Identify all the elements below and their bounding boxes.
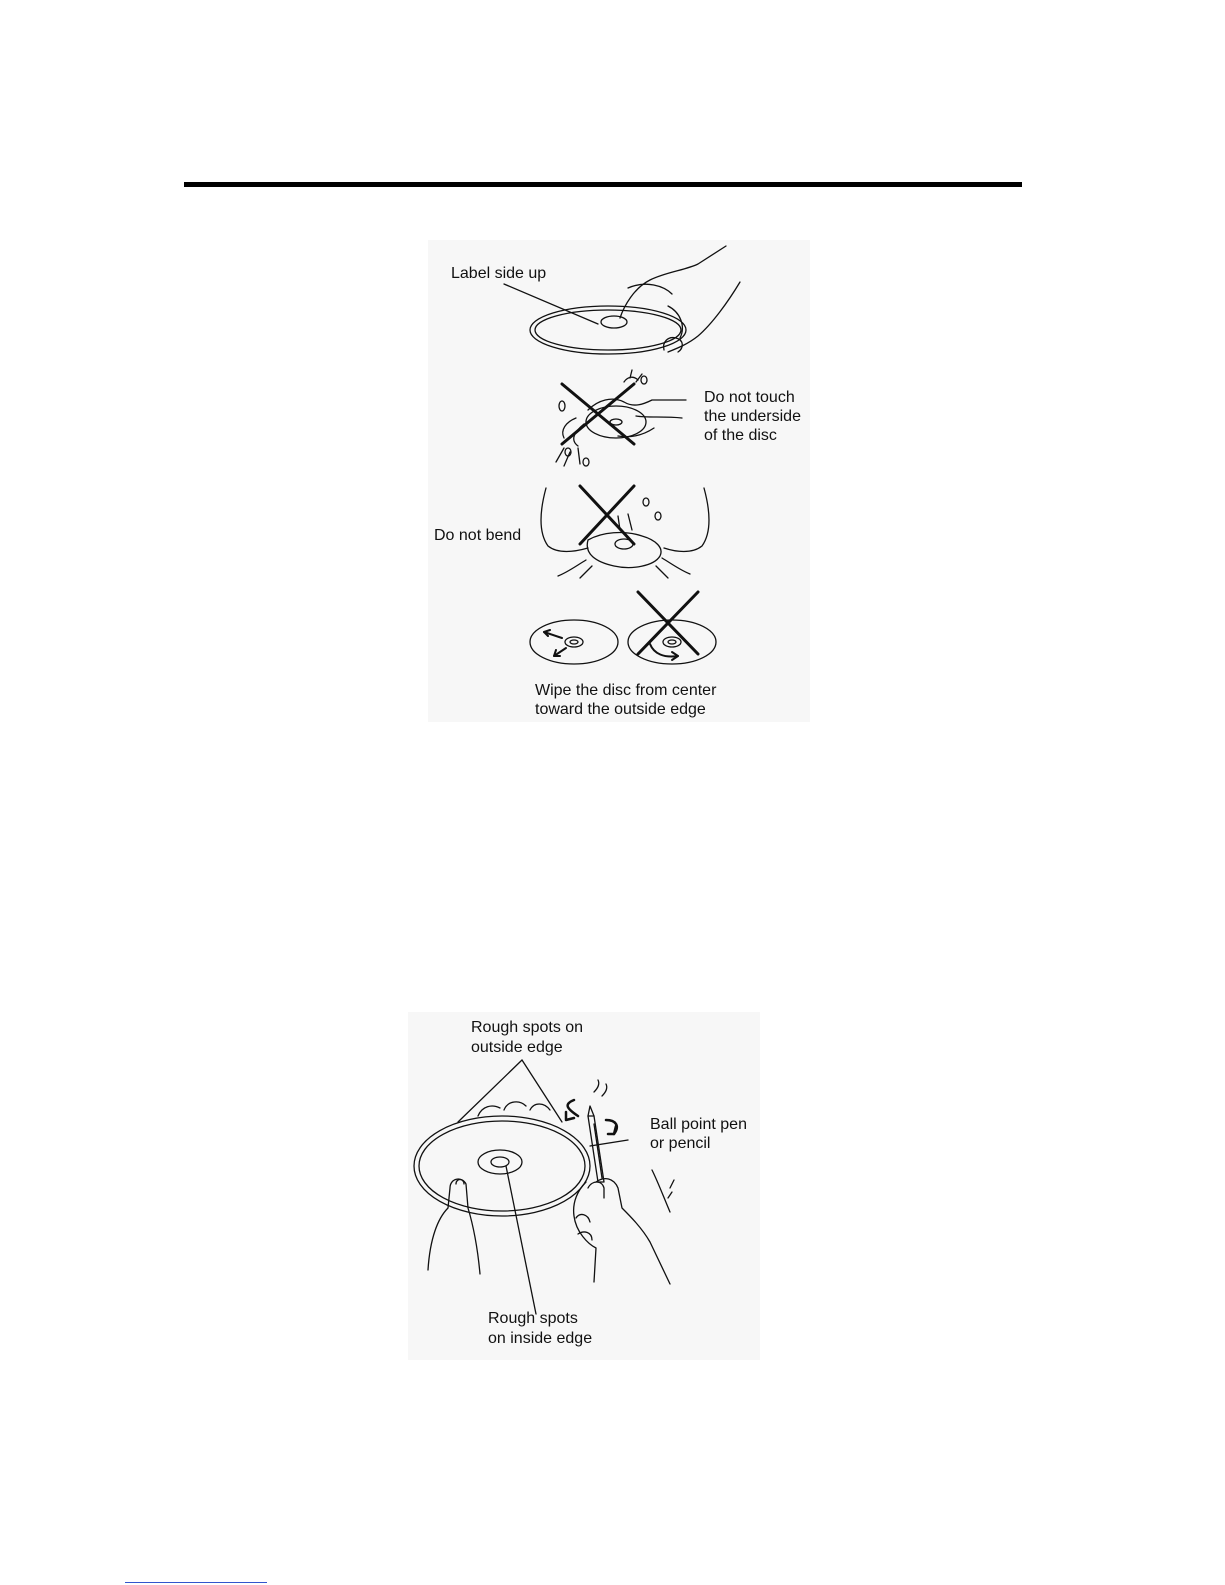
label-side-up-label: Label side up [451, 265, 547, 282]
pen-label-line-1: Ball point pen [650, 1116, 747, 1133]
do-not-bend-drawing [541, 486, 709, 578]
disc-handling-illustration [428, 240, 810, 722]
header-rule [184, 182, 1022, 187]
inside-edge-label-line-2: on inside edge [488, 1330, 593, 1347]
rough-spots-figure [408, 1012, 760, 1360]
do-not-touch-label-line-3: of the disc [704, 427, 777, 444]
outside-edge-label-line-2: outside edge [471, 1039, 563, 1056]
disc-handling-figure [428, 240, 810, 722]
do-not-bend-label: Do not bend [434, 527, 522, 544]
footer-link-underline [125, 1582, 267, 1583]
do-not-touch-drawing [556, 370, 686, 466]
wipe-label-line-2: toward the outside edge [535, 701, 706, 718]
pen-label-line-2: or pencil [650, 1135, 711, 1152]
wipe-direction-drawing [530, 592, 716, 664]
do-not-touch-label-line-1: Do not touch [704, 389, 795, 406]
do-not-touch-label-line-2: the underside [704, 408, 801, 425]
outside-edge-label-line-1: Rough spots on [471, 1019, 584, 1036]
wipe-label-line-1: Wipe the disc from center [535, 682, 717, 699]
inside-edge-label-line-1: Rough spots [488, 1310, 578, 1327]
label-side-up-drawing [504, 246, 740, 354]
rough-spots-illustration [408, 1012, 760, 1360]
